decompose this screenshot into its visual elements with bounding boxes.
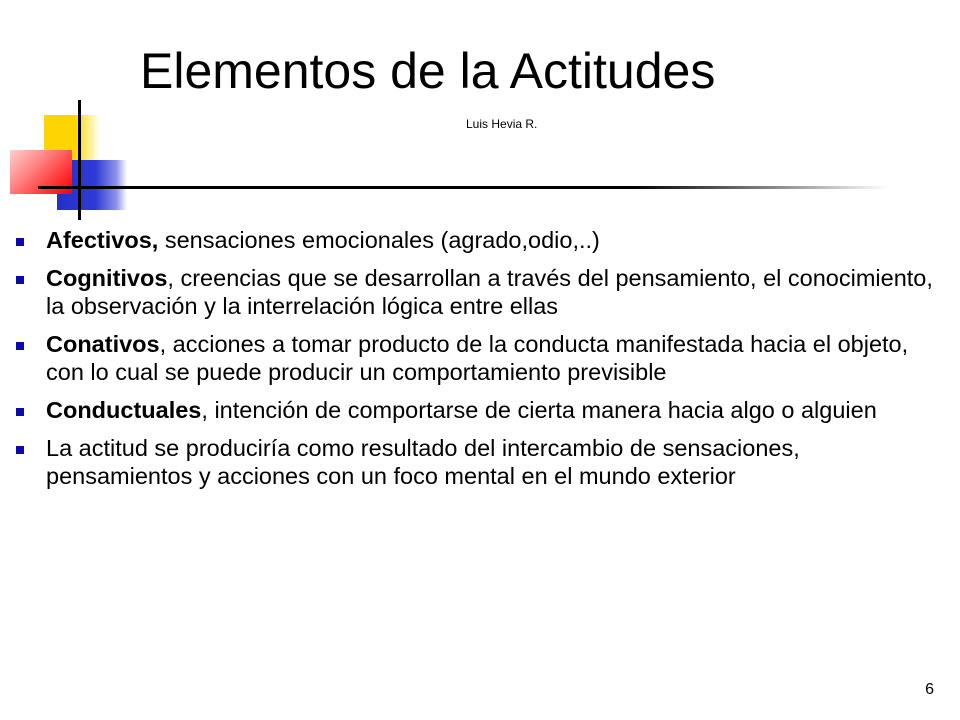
logo-vertical-line: [78, 100, 81, 220]
bullet-item: [16, 264, 940, 320]
bullet-list: [16, 226, 940, 500]
bullet-text: [46, 435, 800, 489]
bullet-lead: Cognitivos: [46, 265, 168, 291]
bullet-marker-icon: [16, 238, 24, 246]
bullet-lead: Conductuales: [46, 397, 202, 423]
bullet-marker-icon: [16, 342, 24, 350]
bullet-marker-icon: [16, 276, 24, 284]
bullet-body: , intención de comportarse de cierta manera hacia algo o alguien: [201, 397, 877, 423]
bullet-body: La actitud se produciría como resultado del intercambio de sensaciones, pensamientos y acciones con un foco mental en el mundo exterior: [46, 435, 800, 489]
bullet-item: [16, 226, 940, 254]
bullet-text: [46, 227, 600, 253]
bullet-text: [46, 397, 877, 423]
bullet-body: sensaciones emocionales (agrado,odio,..): [158, 227, 600, 253]
bullet-text: [46, 265, 933, 319]
bullet-text: [46, 331, 908, 385]
bullet-body: , creencias que se desarrollan a través del pensamiento, el conocimiento, la observación y la interrelación lógica entre ellas: [46, 265, 933, 319]
slide-title: Elementos de la Actitudes: [140, 43, 716, 99]
bullet-lead: Conativos: [46, 331, 160, 357]
page-number: 6: [925, 681, 934, 698]
bullet-marker-icon: [16, 446, 24, 454]
slide-subtitle: Luis Hevia R.: [466, 117, 538, 131]
bullet-body: , acciones a tomar producto de la conducta manifestada hacia el objeto, con lo cual se puede producir un comportamiento previsible: [46, 331, 909, 385]
title-underline: [38, 186, 888, 189]
bullet-item: [16, 434, 940, 490]
bullet-lead: Afectivos,: [46, 227, 159, 253]
bullet-item: [16, 330, 940, 386]
bullet-marker-icon: [16, 408, 24, 416]
bullet-item: [16, 396, 940, 424]
